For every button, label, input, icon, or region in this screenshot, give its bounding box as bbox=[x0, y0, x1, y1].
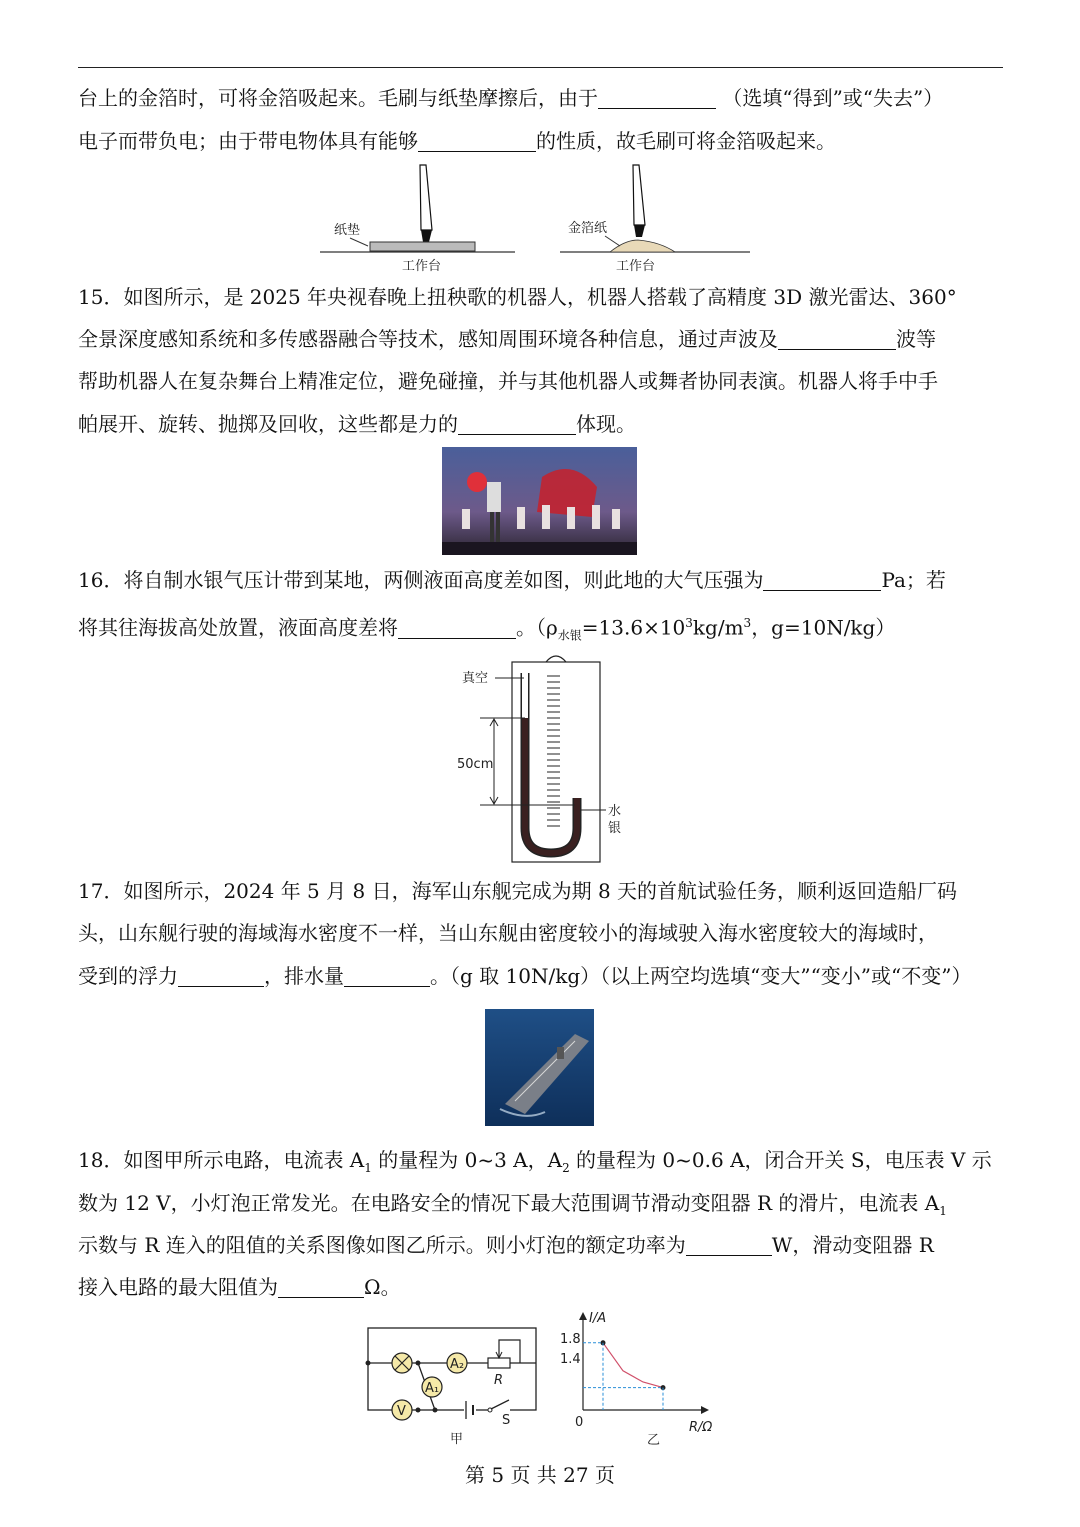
y-axis-label: I/A bbox=[589, 1311, 607, 1326]
q17-line2: 头，山东舰行驶的海域海水密度不一样，当山东舰由密度较小的海域驶入海水密度较大的海域时， bbox=[78, 921, 938, 945]
voltmeter-icon bbox=[392, 1400, 412, 1420]
label-vacuum: 真空 bbox=[462, 671, 489, 686]
q17-line1: 17．如图所示，2024 年 5 月 8 日，海军山东舰完成为期 8 天的首航试验任务，顺利返回造船厂码 bbox=[78, 879, 958, 903]
q15-line1: 15．如图所示，是 2025 年央视春晚上扭秧歌的机器人，机器人搭载了高精度 3D 激光雷达、360° bbox=[78, 285, 957, 309]
barometer-figure bbox=[450, 648, 640, 866]
x-axis-label: R/Ω bbox=[689, 1420, 713, 1435]
brush-figure bbox=[320, 160, 760, 278]
blank-q18-2[interactable] bbox=[278, 1275, 364, 1298]
page-footer: 第 5 页 共 27 页 bbox=[465, 1463, 615, 1487]
svg-text:R: R bbox=[494, 1373, 504, 1388]
blank-q16-2[interactable] bbox=[398, 616, 516, 639]
label-jia: 甲 bbox=[450, 1432, 464, 1447]
label-50cm: 50cm bbox=[457, 757, 494, 772]
label-mercury-2: 银 bbox=[608, 821, 622, 836]
q16-line2: 将其往海拔高处放置，液面高度差将 。（$\rho_{水银}=13.6\times 10^3kg/m^3$，g=10N/kg） bbox=[78, 615, 896, 643]
q14-line2: 电子而带负电；由于带电物体具有能够 的性质，故毛刷可将金箔吸起来。 bbox=[78, 129, 836, 153]
q18-line1: 18．如图甲所示电路，电流表 $A_1$ 的量程为 0~3 A，$A_2$ 的量程为 0~0.6 A，闭合开关 S，电压表 V 示 bbox=[78, 1148, 992, 1175]
origin-label: 0 bbox=[575, 1415, 584, 1430]
header-rule bbox=[78, 67, 1003, 68]
blank-q15-2[interactable] bbox=[458, 412, 576, 435]
q18-line2: 数为 12 V，小灯泡正常发光。在电路安全的情况下最大范围调节滑动变阻器 R 的滑片，电流表 $A_1$ bbox=[78, 1191, 947, 1218]
circuit-figure bbox=[360, 1318, 545, 1450]
svg-text:A₁: A₁ bbox=[425, 1381, 440, 1396]
label-gold-foil: 金箔纸 bbox=[568, 221, 608, 236]
svg-text:S: S bbox=[502, 1413, 511, 1428]
blank-q18-1[interactable] bbox=[686, 1233, 772, 1256]
q17-line3: 受到的浮力 ，排水量 。（g 取 10N/kg）（以上两空均选填“变大”“变小”或“不变”） bbox=[78, 964, 972, 988]
blank-q14-2[interactable] bbox=[418, 129, 536, 152]
blank-q17-1[interactable] bbox=[178, 964, 264, 987]
y-tick-1.4: 1.4 bbox=[560, 1352, 581, 1367]
ammeter-a1-icon bbox=[422, 1377, 442, 1397]
label-workbench-right: 工作台 bbox=[616, 259, 656, 274]
carrier-photo bbox=[485, 1009, 594, 1126]
svg-text:A₂: A₂ bbox=[450, 1357, 465, 1372]
lamp-icon bbox=[392, 1353, 412, 1373]
q15-line2: 全景深度感知系统和多传感器融合等技术，感知周围环境各种信息，通过声波及 波等 bbox=[78, 327, 936, 351]
q18-line4: 接入电路的最大阻值为 Ω。 bbox=[78, 1275, 401, 1299]
label-workbench-left: 工作台 bbox=[402, 259, 442, 274]
svg-text:V: V bbox=[397, 1404, 406, 1419]
rheostat bbox=[488, 1358, 510, 1368]
q18-line3: 示数与 R 连入的阻值的关系图像如图乙所示。则小灯泡的额定功率为 W，滑动变阻器 R bbox=[78, 1233, 934, 1257]
blank-q14-1[interactable] bbox=[598, 86, 716, 109]
q15-line3: 帮助机器人在复杂舞台上精准定位，避免碰撞，并与其他机器人或舞者协同表演。机器人将手中手 bbox=[78, 369, 938, 393]
q16-line1: 16．将自制水银气压计带到某地，两侧液面高度差如图，则此地的大气压强为 Pa；若 bbox=[78, 568, 946, 592]
q15-line4: 帕展开、旋转、抛掷及回收，这些都是力的 体现。 bbox=[78, 412, 636, 436]
label-mercury-1: 水 bbox=[608, 804, 622, 819]
blank-q15-1[interactable] bbox=[778, 327, 896, 350]
ammeter-a2-icon bbox=[447, 1353, 467, 1373]
brush-right-icon bbox=[633, 165, 645, 237]
paper-pad bbox=[370, 242, 475, 251]
q14-line1: 台上的金箔时，可将金箔吸起来。毛刷与纸垫摩擦后，由于 （选填“得到”或“失去”） bbox=[78, 86, 944, 110]
y-tick-1.8: 1.8 bbox=[560, 1332, 581, 1347]
current-resistance-chart bbox=[555, 1308, 720, 1450]
label-paper-pad: 纸垫 bbox=[334, 223, 361, 238]
blank-q17-2[interactable] bbox=[344, 964, 430, 987]
robot-photo bbox=[442, 447, 637, 555]
blank-q16-1[interactable] bbox=[763, 568, 881, 591]
chart-caption: 乙 bbox=[647, 1433, 661, 1448]
series-line bbox=[603, 1343, 663, 1388]
brush-left-icon bbox=[420, 165, 432, 242]
